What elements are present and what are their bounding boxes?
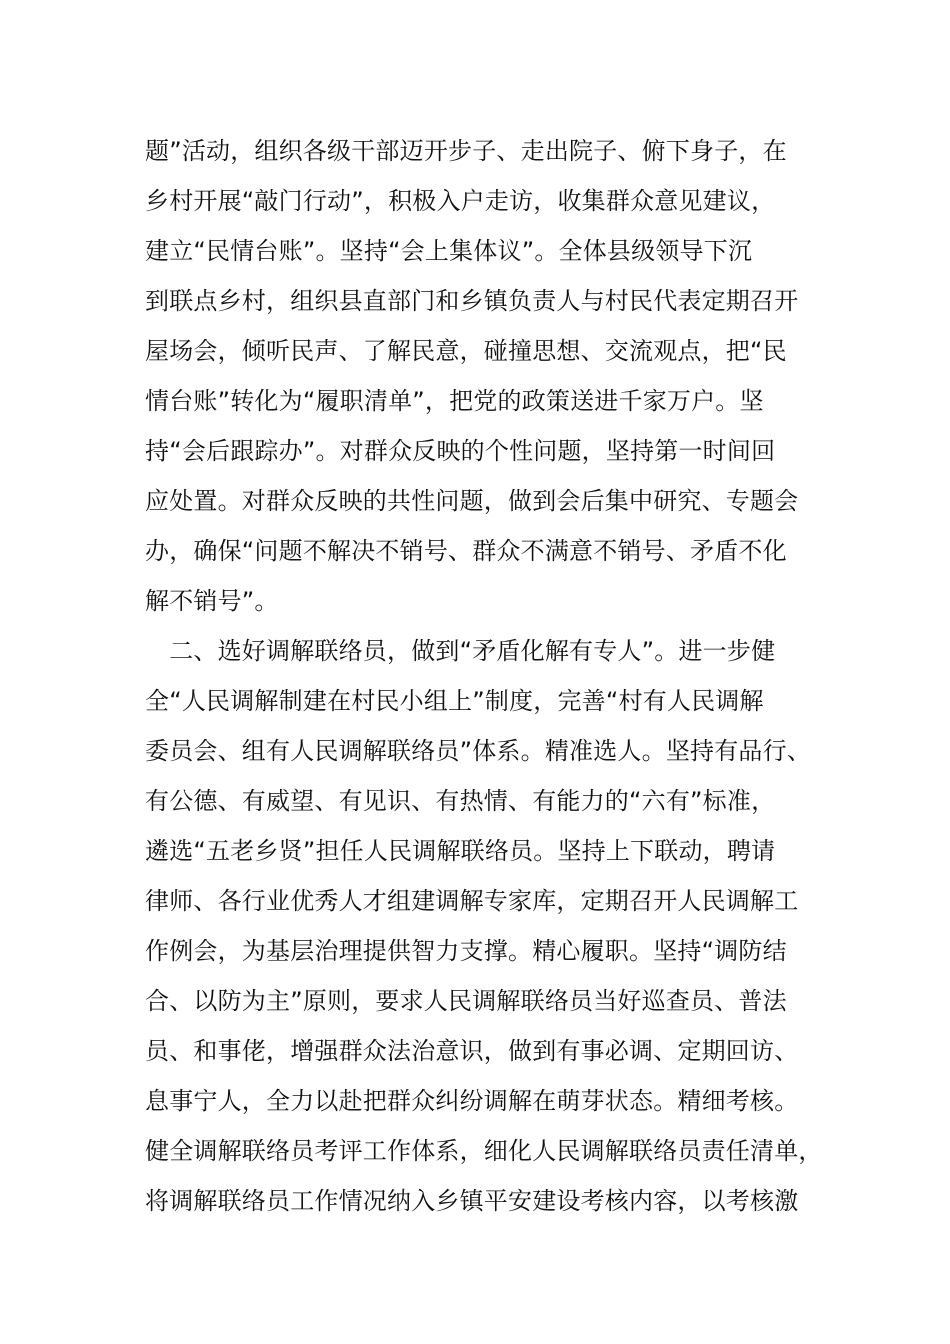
text-line-19: 员、和事佬，增强群众法治意识，做到有事必调、定期回访、 (145, 1037, 799, 1065)
text-line-21: 健全调解联络员考评工作体系，细化人民调解联络员责任清单， (145, 1137, 823, 1165)
text-line-10: 解不销号”。 (145, 587, 279, 615)
text-line-20: 息事宁人，全力以赴把群众纠纷调解在萌芽状态。精细考核。 (145, 1087, 799, 1115)
text-line-18: 合、以防为主”原则，要求人民调解联络员当好巡查员、普法 (145, 987, 787, 1015)
text-line-16: 律师、各行业优秀人才组建调解专家库，定期召开人民调解工 (145, 887, 799, 915)
text-line-9: 办，确保“问题不解决不销号、群众不满意不销号、矛盾不化 (145, 537, 787, 565)
text-line-11: 二、选好调解联络员，做到“矛盾化解有专人”。进一步健 (145, 637, 776, 665)
text-line-7: 持“会后跟踪办”。对群众反映的个性问题，坚持第一时间回 (145, 437, 776, 465)
text-line-6: 情台账”转化为“履职清单”，把党的政策送进千家万户。坚 (145, 387, 764, 415)
text-line-8: 应处置。对群众反映的共性问题，做到会后集中研究、专题会 (145, 487, 799, 515)
text-line-2: 乡村开展“敲门行动”，积极入户走访，收集群众意见建议， (145, 187, 776, 215)
text-line-22: 将调解联络员工作情况纳入乡镇平安建设考核内容，以考核激 (145, 1187, 799, 1215)
text-line-14: 有公德、有威望、有见识、有热情、有能力的“六有”标准， (145, 787, 776, 815)
text-line-12: 全“人民调解制建在村民小组上”制度，完善“村有人民调解 (145, 687, 764, 715)
text-line-4: 到联点乡村，组织县直部门和乡镇负责人与村民代表定期召开 (145, 287, 799, 315)
text-line-3: 建立“民情台账”。坚持“会上集体议”。全体县级领导下沉 (145, 237, 753, 265)
text-line-17: 作例会，为基层治理提供智力支撑。精心履职。坚持“调防结 (145, 937, 787, 965)
text-line-5: 屋场会，倾听民声、了解民意，碰撞思想、交流观点，把“民 (145, 337, 787, 365)
text-line-1: 题”活动，组织各级干部迈开步子、走出院子、俯下身子，在 (145, 137, 787, 165)
text-line-15: 遴选“五老乡贤”担任人民调解联络员。坚持上下联动，聘请 (145, 837, 776, 865)
text-line-13: 委员会、组有人民调解联络员”体系。精准选人。坚持有品行、 (145, 737, 812, 765)
